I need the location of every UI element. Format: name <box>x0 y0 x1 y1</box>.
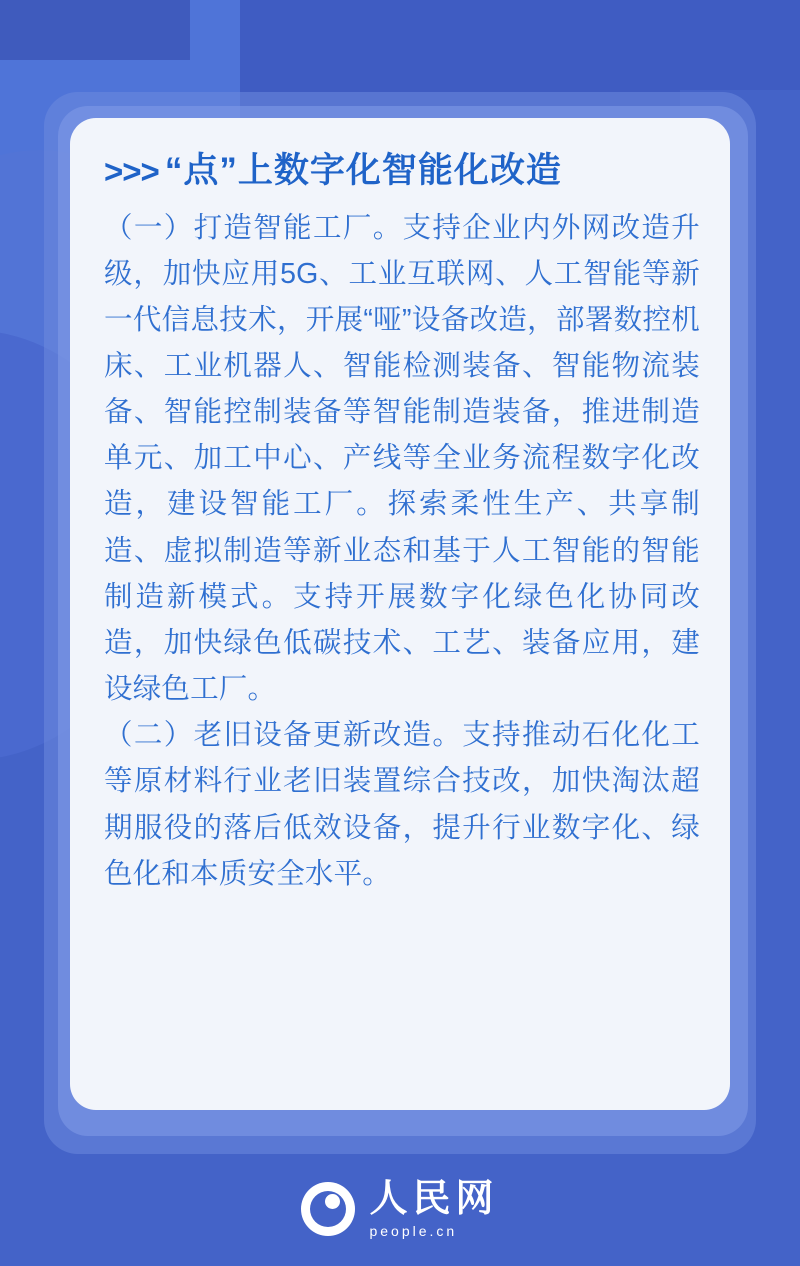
brand-name-en: people.cn <box>369 1223 458 1239</box>
paragraph-two: （二）老旧设备更新改造。支持推动石化化工等原材料行业老旧装置综合技改，加快淘汰超期服役的落后低效设备，提升行业数字化、绿色化和本质安全水平。 <box>104 719 700 890</box>
chevrons-icon: >>> <box>104 152 159 190</box>
paragraph-one: （一）打造智能工厂。支持企业内外网改造升级，加快应用5G、工业互联网、人工智能等新一代信息技术，开展“哑”设备改造，部署数控机床、工业机器人、智能检测装备、智能物流装备、智能控制装备等智能制造装备，推进制造单元、加工中心、产线等全业务流程数字化改造，建设智能工厂。探索柔性生产、共享制造、虚拟制造等新业态和基于人工智能的智能制造新模式。支持开展数字化绿色化协同改造，加快绿色低碳技术、工艺、装备应用，建设绿色工厂。 <box>104 211 700 706</box>
content-card <box>70 118 730 1110</box>
page-title: “点”上数字化智能化改造 <box>164 151 562 190</box>
footer-branding <box>0 1180 800 1238</box>
logo-wordmark <box>369 1180 498 1238</box>
brand-name-cn: 人民网 <box>369 1178 499 1220</box>
section-heading <box>104 152 700 191</box>
body-content <box>104 205 700 897</box>
background-top-band <box>0 0 190 60</box>
people-cn-logo-icon <box>301 1182 355 1236</box>
